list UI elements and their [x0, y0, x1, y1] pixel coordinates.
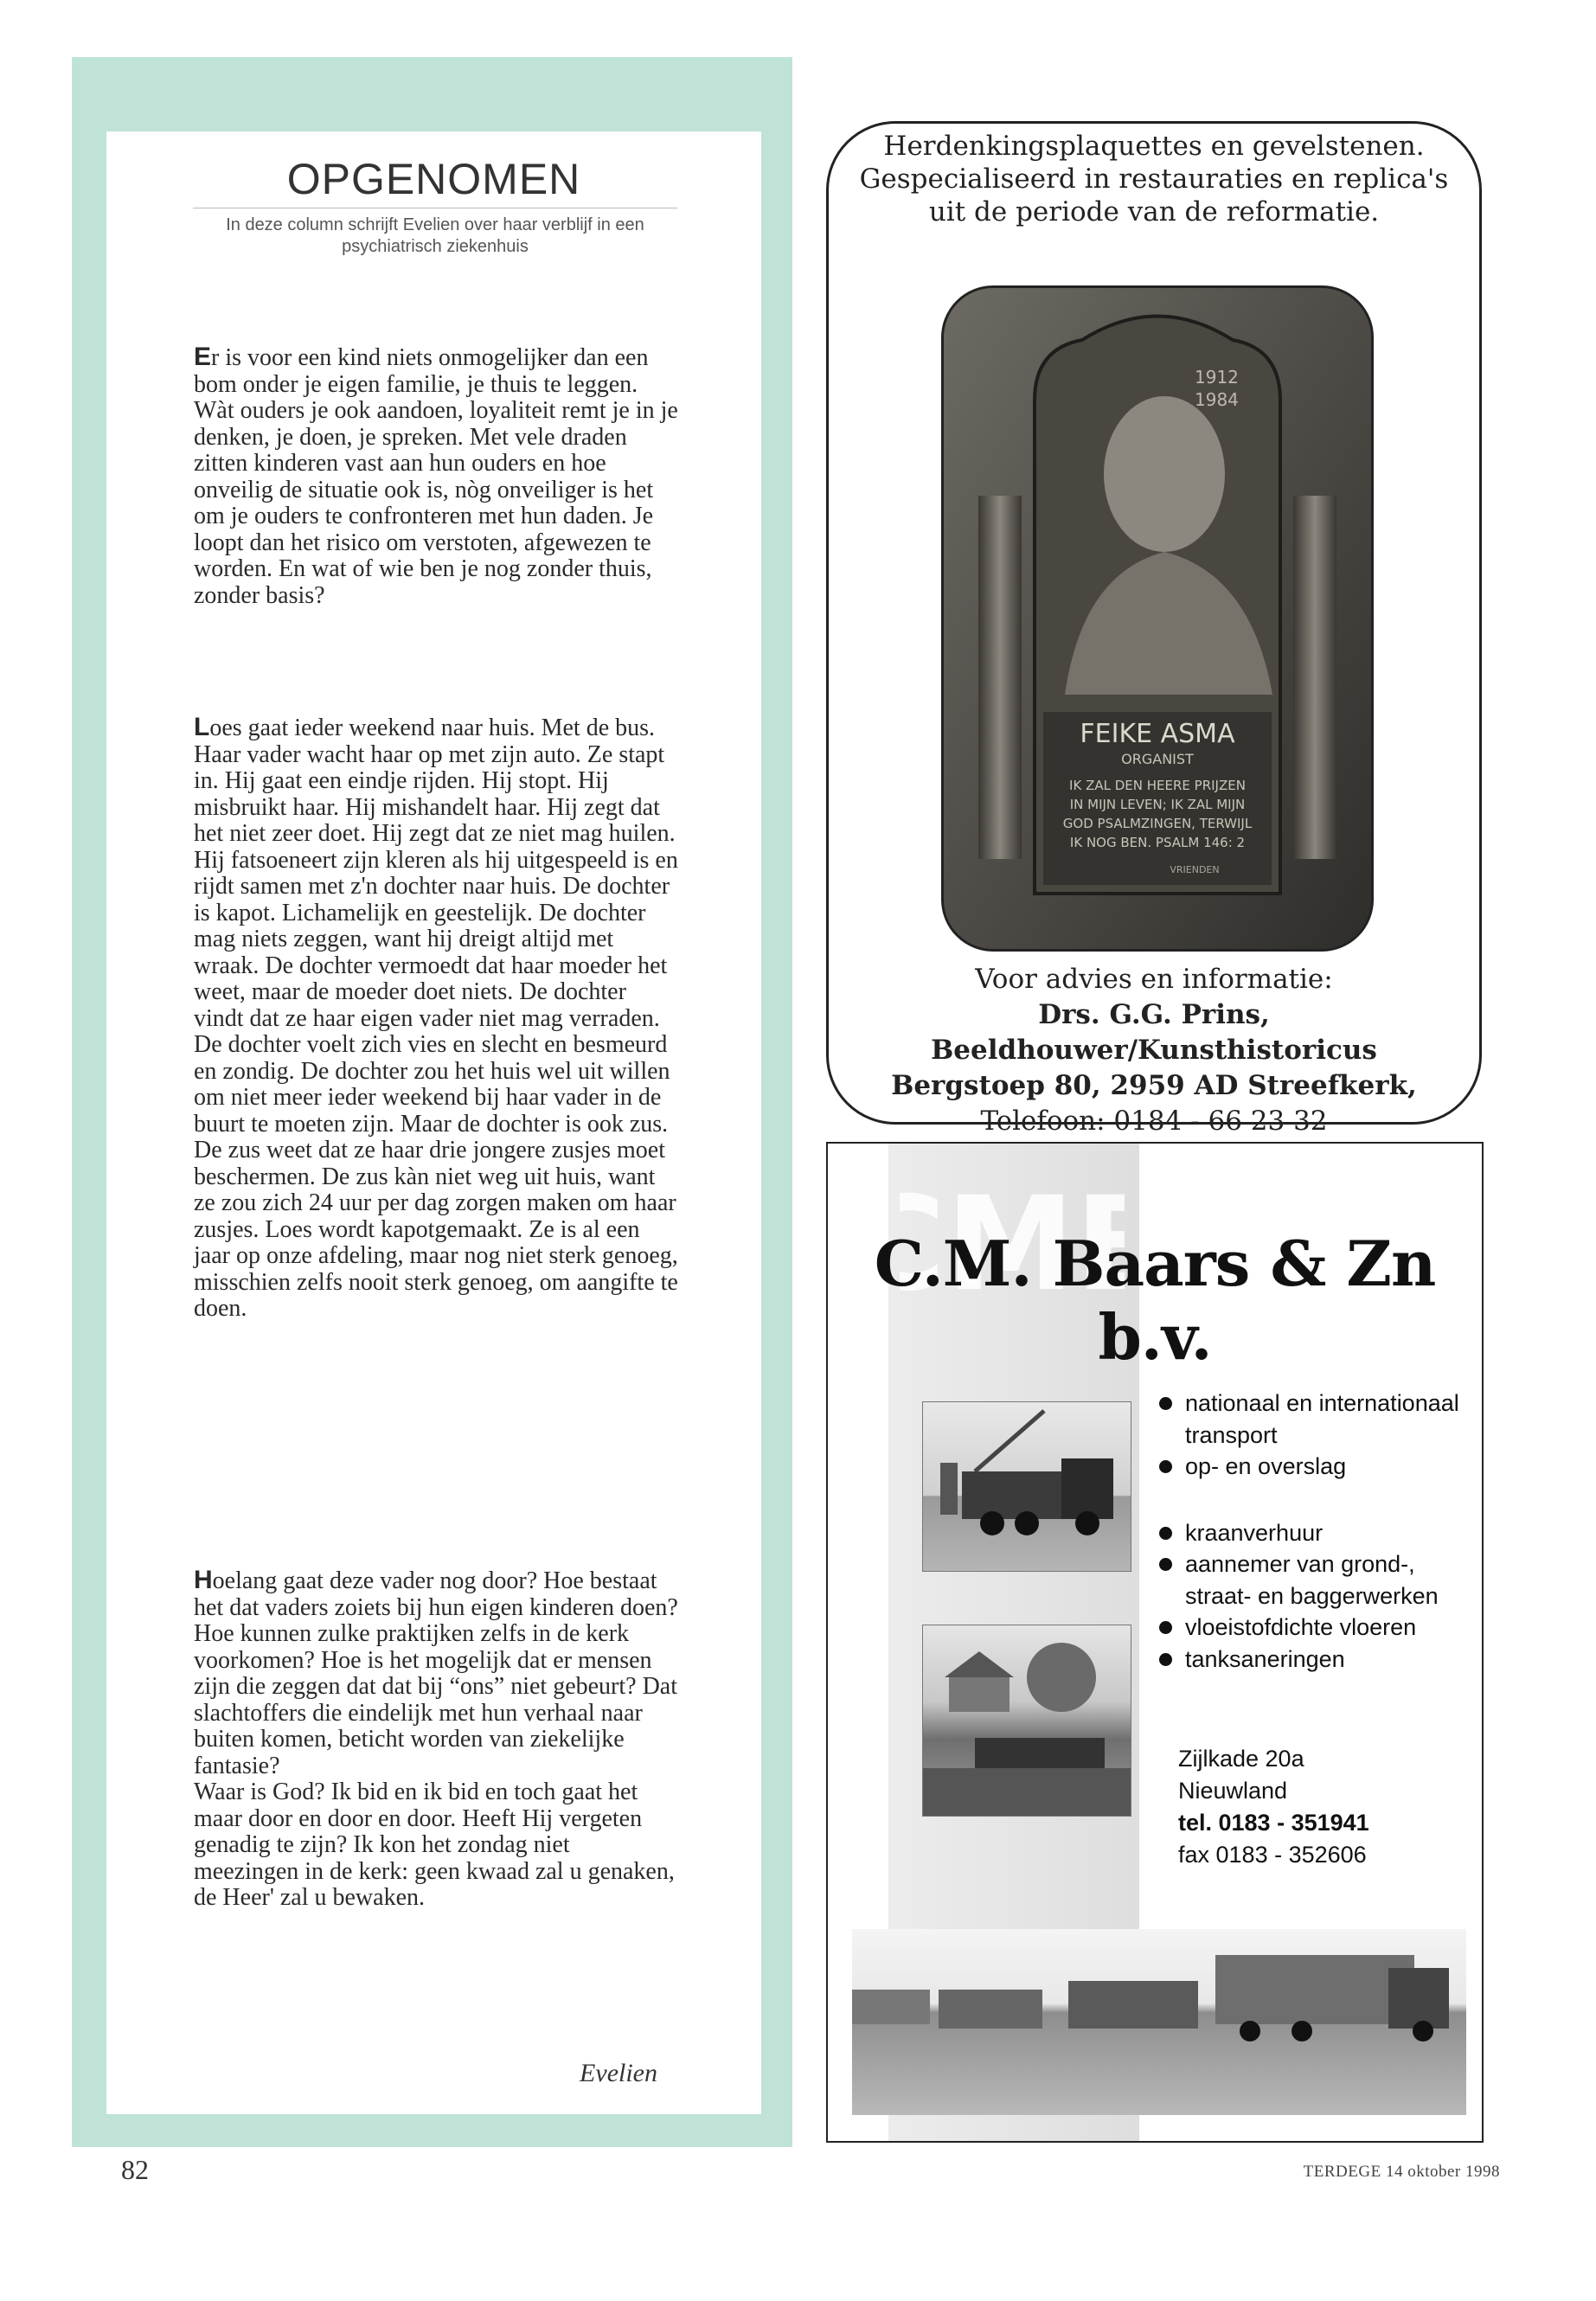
contact-line: Drs. G.G. Prins, Beeldhouwer/Kunsthistoricus	[931, 999, 1377, 1066]
pontoon	[975, 1738, 1105, 1768]
truck-photo	[922, 1401, 1131, 1572]
bullet-icon	[1159, 1460, 1172, 1473]
plaque-year: 1912	[1195, 367, 1239, 388]
contact-line: Voor advies en informatie:	[975, 964, 1333, 995]
logo-letters: MB	[945, 1170, 1125, 1320]
plaques-contact	[830, 962, 1477, 1139]
paragraph-text: oes gaat ieder weekend naar huis. Met de bus. Haar vader wacht haar op met zijn auto. Ze stapt in. Hij gaat een eindje rijden. Hij stopt. Hij misbruikt haar. Hij mishandelt haar. Hij zegt dat het niet zeer doet. Hij zegt dat ze niet mag huilen. Hij fatsoeneert zijn kleren als hij uitgespeeld is en rijdt samen met z'n dochter naar huis. De dochter is kapot. Lichamelijk en geestelijk. De dochter mag niets zeggen, want hij dreigt altijd met wraak. De dochter vermoedt dat haar moeder het weet, maar de moeder doet niets. De dochter vindt dat ze haar eigen vader niet mag verraden. De dochter voelt zich vies en slecht en besmeurd en zondig. De dochter zou het huis wel uit willen om niet meer ieder weekend bij haar vader in de buurt te moeten zijn. Maar de dochter is ook zus. De zus weet dat ze haar drie jongere zusjes moet beschermen. De zus kàn niet weg uit huis, want ze zou zich 24 uur per dag zorgen maken om haar zusjes. Loes wordt kapotgemaakt. Ze is al een jaar op onze afdeling, maar nog niet sterk genoeg, misschien zelfs nooit sterk genoeg, om aangifte te doen.	[194, 715, 678, 1322]
portrait-head	[1104, 396, 1225, 552]
bullet-icon	[1159, 1621, 1172, 1634]
initial-letter: L	[194, 713, 210, 741]
list-item: op- en overslag	[1156, 1451, 1476, 1483]
left-column-ornament	[978, 496, 1022, 859]
paragraph-text: Waar is God? Ik bid en ik bid en toch gaat het maar door en door en door. Heeft Hij vergeten genadig te zijn? Ik kon het zondag niet meezingen in de kerk: geen kwaad zal u genaken, de Heer' zal u bewaken.	[194, 1779, 675, 1911]
page-number: 82	[121, 2154, 149, 2185]
plaque-role: ORGANIST	[1121, 751, 1194, 767]
plaque-year: 1984	[1195, 389, 1239, 410]
services-list	[1156, 1388, 1476, 1675]
signature: Evelien	[580, 2059, 657, 2087]
plaque-photo	[941, 285, 1374, 952]
crane-truck	[962, 1471, 1074, 1519]
list-item: tanksaneringen	[1156, 1644, 1476, 1676]
fax-number: fax 0183 - 352606	[1178, 1842, 1367, 1868]
plaque-image	[944, 288, 1371, 949]
issue-info: TERDEGE 14 oktober 1998	[1303, 2163, 1500, 2181]
bullet-icon	[1159, 1653, 1172, 1666]
initial-letter: H	[194, 1566, 213, 1594]
contact-line: Telefoon: 0184 - 66 23 32	[980, 1106, 1328, 1137]
address-line: Zijlkade 20a	[1178, 1746, 1304, 1772]
fleet-photo	[852, 1929, 1466, 2115]
headline-line: uit de periode van de reformatie.	[928, 196, 1380, 228]
plaque-inscription: IK NOG BEN. PSALM 146: 2	[1069, 835, 1246, 850]
initial-letter: E	[194, 343, 212, 371]
plaque-inscription: GOD PSALMZINGEN, TERWIJL	[1062, 816, 1253, 831]
plaque-inscription: VRIENDEN	[1170, 864, 1220, 875]
column-subtitle: In deze column schrijft Evelien over haar verblijf in een psychiatrisch ziekenhuis	[226, 215, 644, 256]
list-item: nationaal en internationaal transport	[1156, 1388, 1476, 1451]
harbour-photo	[922, 1625, 1131, 1817]
phone-number: tel. 0183 - 351941	[1178, 1810, 1369, 1836]
contact-line: Bergstoep 80, 2959 AD Streefkerk,	[891, 1070, 1417, 1101]
company-name: C.M. Baars & Zn b.v.	[874, 1227, 1436, 1374]
plaque-inscription: IN MIJN LEVEN; IK ZAL MIJN	[1069, 797, 1246, 812]
right-column-ornament	[1293, 496, 1336, 859]
list-item: aannemer van grond-, straat- en baggerwerken	[1156, 1548, 1476, 1612]
bullet-icon	[1159, 1527, 1172, 1540]
baars-contact	[1178, 1743, 1472, 1871]
address-line: Nieuwland	[1178, 1778, 1288, 1804]
plaques-headline	[830, 130, 1477, 228]
paragraph-text: r is voor een kind niets onmogelijker dan een bom onder je eigen familie, je thuis te leggen. Wàt ouders je ook aandoen, loyaliteit remt je in je denken, je doen, je spreken. Met vele draden zitten kinderen vast aan hun ouders en hoe onveilig de situatie ook is, nòg onveiliger is het om je ouders te confronteren met hun daden. Je loopt dan het risico om verstoten, afgewezen te worden. En wat of wie ben je nog zonder thuis, zonder basis?	[194, 344, 678, 609]
paragraph-1	[194, 344, 678, 609]
plaque-inscription: IK ZAL DEN HEERE PRIJZEN	[1069, 778, 1246, 793]
headline-line: Gespecialiseerd in restauraties en replica's	[859, 163, 1449, 195]
plaque-name: FEIKE ASMA	[1080, 719, 1235, 749]
truck-trailer	[1215, 1955, 1414, 2024]
list-item: kraanverhuur	[1156, 1517, 1476, 1549]
bullet-icon	[1159, 1397, 1172, 1410]
bullet-icon	[1159, 1558, 1172, 1571]
list-item: vloeistofdichte vloeren	[1156, 1612, 1476, 1644]
paragraph-text: oelang gaat deze vader nog door? Hoe bestaat het dat vaders zoiets bij hun eigen kinderen doen? Hoe kunnen zulke praktijken zelfs in de kerk voorkomen? Hoe is het mogelijk dat er mensen zijn die zeggen dat dat bij “ons” niet gebeurt? Dat slachtoffers die eindelijk met hun verhaal naar buiten komen, beticht worden van ziekelijke fantasie?	[194, 1567, 678, 1779]
paragraph-2	[194, 715, 678, 1323]
headline-line: Herdenkingsplaquettes en gevelstenen.	[883, 131, 1425, 162]
column-title: OPGENOMEN	[286, 155, 581, 203]
paragraph-3	[194, 1567, 678, 1912]
